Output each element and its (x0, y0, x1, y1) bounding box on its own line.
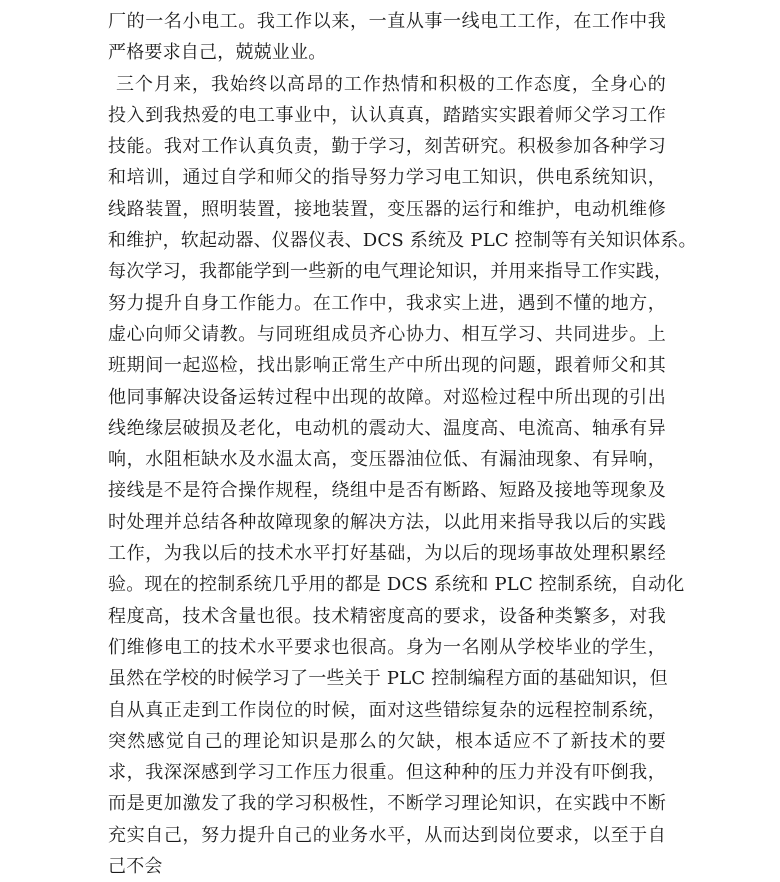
text-line: 厂的一名小电工。我工作以来，一直从事一线电工工作，在工作中我 (108, 11, 666, 32)
text-line: 突然感觉自己的理论知识是那么的欠缺，根本适应不了新技术的要 (108, 730, 666, 752)
text-line: 线路装置，照明装置，接地装置，变压器的运行和维护，电动机维修 (108, 198, 666, 220)
text-line: 而是更加激发了我的学习积极性，不断学习理论知识，在实践中不断 (108, 793, 666, 815)
text-line: 验。现在的控制系统几乎用的都是 DCS 系统和 PLC 控制系统，自动化 (108, 574, 685, 596)
text-line: 和维护，软起动器、仪器仪表、DCS 系统及 PLC 控制等有关知识体系。 (108, 230, 697, 252)
text-line: 技能。我对工作认真负责，勤于学习，刻苦研究。积极参加各种学习 (108, 136, 666, 158)
text-line: 虽然在学校的时候学习了一些关于 PLC 控制编程方面的基础知识，但 (108, 668, 668, 690)
text-line: 他同事解决设备运转过程中出现的故障。对巡检过程中所出现的引出 (108, 386, 666, 408)
text-line: 充实自己，努力提升自己的业务水平，从而达到岗位要求，以至于自 (108, 824, 666, 846)
text-line: 程度高，技术含量也很。技术精密度高的要求，设备种类繁多，对我 (108, 605, 666, 627)
text-line: 三个月来，我始终以高昂的工作热情和积极的工作态度，全身心的 (116, 73, 666, 95)
text-line: 投入到我热爱的电工事业中，认认真真，踏踏实实跟着师父学习工作 (108, 104, 666, 126)
text-line: 接线是不是符合操作规程，绕组中是否有断路、短路及接地等现象及 (108, 480, 666, 502)
text-line: 自从真正走到工作岗位的时候，面对这些错综复杂的远程控制系统， (108, 699, 666, 721)
text-line: 工作，为我以后的技术水平打好基础，为以后的现场事故处理积累经 (108, 543, 666, 565)
text-line: 们维修电工的技术水平要求也很高。身为一名刚从学校毕业的学生， (108, 636, 666, 658)
text-line: 时处理并总结各种故障现象的解决方法，以此用来指导我以后的实践 (108, 511, 666, 533)
text-line: 严格要求自己，兢兢业业。 (108, 42, 327, 64)
text-line: 己不会 (108, 856, 163, 878)
text-line: 线绝缘层破损及老化，电动机的震动大、温度高、电流高、轴承有异 (108, 417, 666, 439)
text-line: 努力提升自身工作能力。在工作中，我求实上进，遇到不懂的地方， (108, 292, 666, 314)
text-line: 和培训，通过自学和师父的指导努力学习电工知识，供电系统知识， (108, 167, 666, 189)
text-line: 响，水阻柜缺水及水温太高，变压器油位低、有漏油现象、有异响， (108, 449, 666, 471)
text-line: 求，我深深感到学习工作压力很重。但这种种的压力并没有吓倒我， (108, 762, 666, 784)
document-page (108, 0, 697, 878)
text-line: 虚心向师父请教。与同班组成员齐心协力、相互学习、共同进步。上 (108, 323, 666, 345)
text-line: 班期间一起巡检，找出影响正常生产中所出现的问题，跟着师父和其 (108, 355, 666, 377)
text-line: 每次学习，我都能学到一些新的电气理论知识，并用来指导工作实践， (108, 261, 673, 283)
